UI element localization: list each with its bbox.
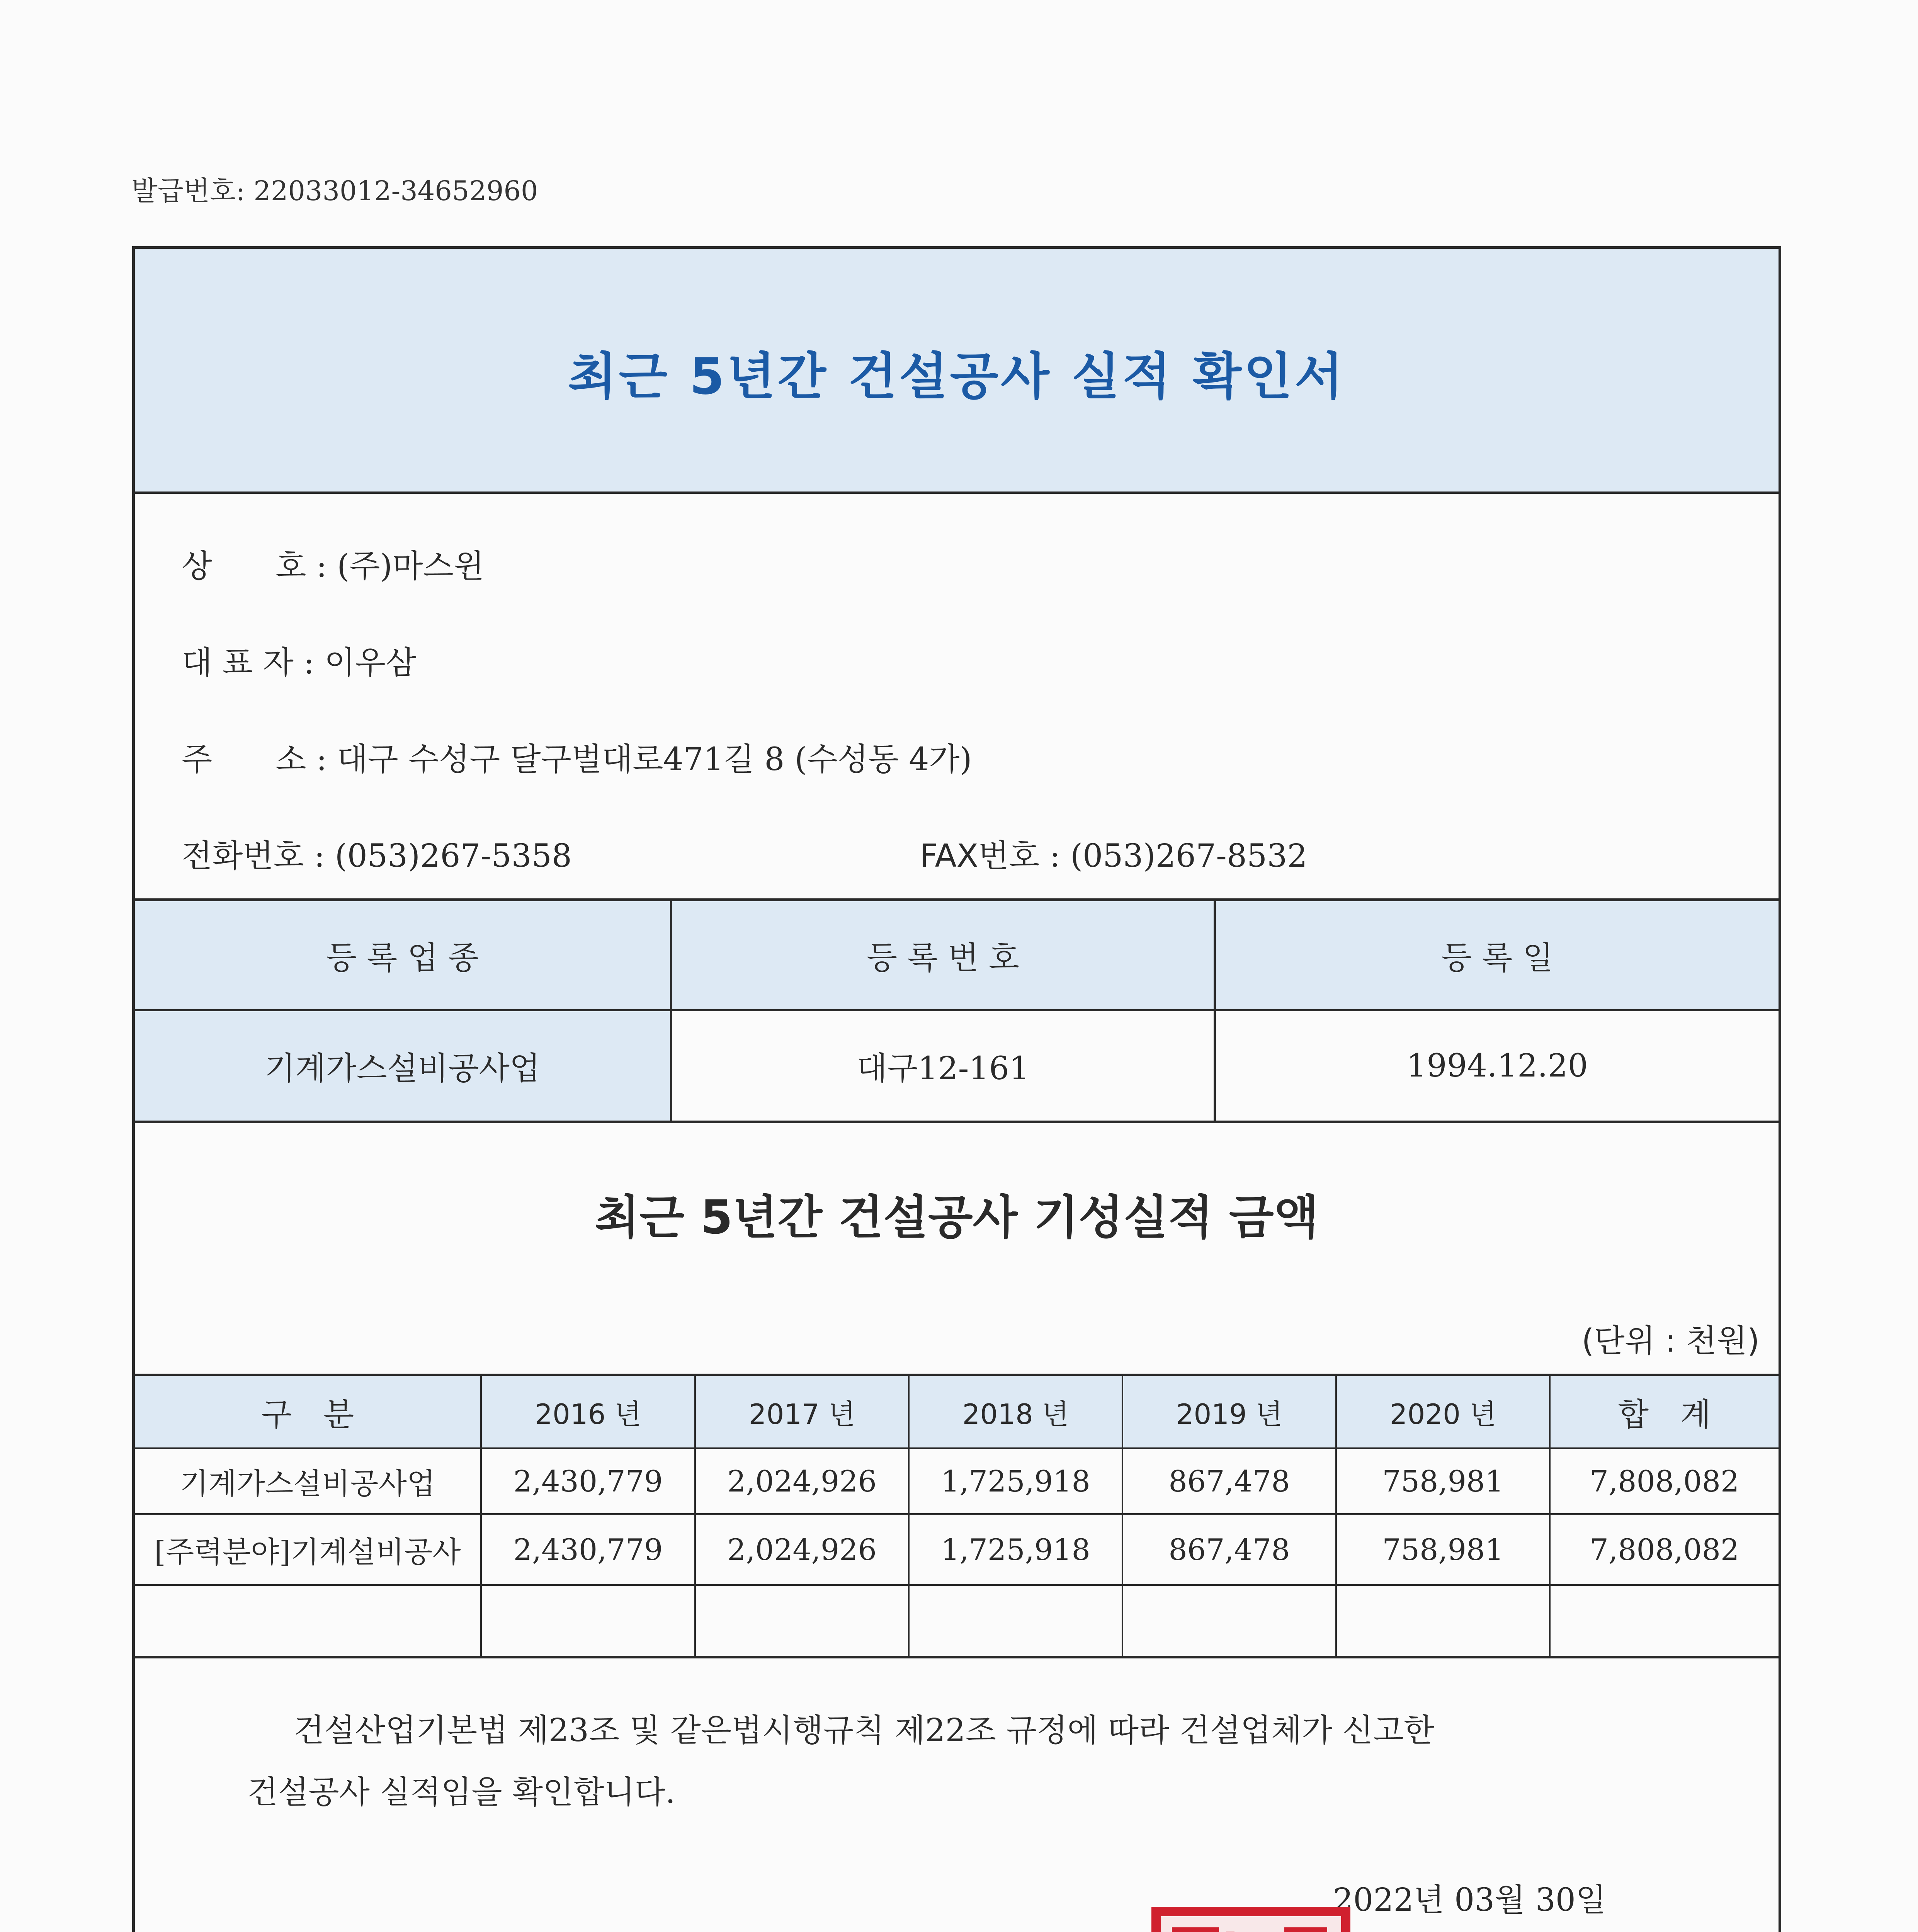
row2-2017: 2,024,926 [727,1532,877,1567]
fax-label: FAX번호 [920,838,1040,874]
separator: : [303,645,315,681]
col-header-total: 합 계 [1618,1396,1711,1433]
row2-total: 7,808,082 [1590,1532,1739,1567]
separator: : [1049,838,1061,874]
row1-total: 7,808,082 [1590,1464,1739,1498]
col-header-2018: 2018 년 [962,1398,1069,1430]
company-name-label: 상 호 [182,548,306,585]
row2-2016: 2,430,779 [513,1532,663,1567]
phone-label: 전화번호 [182,838,304,874]
row1-2017: 2,024,926 [727,1464,877,1498]
reg-header-number: 등 록 번 호 [866,939,1020,976]
fax: (053)267-8532 [1070,838,1308,874]
statement-line-2: 건설공사 실적임을 확인합니다. [247,1774,675,1811]
row1-2020: 758,981 [1382,1464,1504,1498]
reg-number: 대구12-161 [857,1050,1029,1087]
separator: : [316,741,327,778]
document-frame [132,246,1781,1932]
representative: 이우삼 [324,645,417,681]
document-title: 최근 5년간 건설공사 실적 확인서 [568,347,1346,406]
row2-2020: 758,981 [1382,1532,1504,1567]
row2-2019: 867,478 [1168,1532,1290,1567]
row1-2016: 2,430,779 [513,1464,663,1498]
row2-category: [주력분야]기계설비공사 [154,1534,461,1569]
separator: : [314,838,325,874]
phone: (053)267-5358 [335,838,572,874]
issue-date: 2022년 03월 30일 [1333,1882,1607,1918]
reg-header-type: 등 록 업 종 [326,939,479,976]
reg-type: 기계가스설비공사업 [265,1050,540,1087]
col-header-category: 구 분 [261,1396,354,1433]
row1-2019: 867,478 [1168,1464,1290,1498]
reg-header-date: 등 록 일 [1441,939,1553,976]
company-name: (주)마스윈 [337,548,485,585]
unit-label: (단위 : 천원) [1581,1323,1760,1359]
statement-line-1: 건설산업기본법 제23조 및 같은법시행규칙 제22조 규정에 따라 건설업체가 신고한 [294,1712,1434,1749]
row1-2018: 1,725,918 [941,1464,1090,1498]
col-header-2020: 2020 년 [1389,1398,1496,1430]
representative-label: 대 표 자 [182,645,294,681]
col-header-2016: 2016 년 [535,1398,641,1430]
address-label: 주 소 [182,741,306,778]
row2-2018: 1,725,918 [941,1532,1090,1567]
performance-title: 최근 5년간 건설공사 기성실적 금액 [595,1191,1319,1245]
address: 대구 수성구 달구벌대로471길 8 (수성동 4가) [337,741,972,778]
separator: : [316,548,327,585]
reg-date: 1994.12.20 [1406,1048,1588,1084]
col-header-2017: 2017 년 [748,1398,855,1430]
col-header-2019: 2019 년 [1176,1398,1283,1430]
issue-number: 발급번호: 22033012-34652960 [131,175,538,207]
row1-category: 기계가스설비공사업 [180,1466,435,1501]
